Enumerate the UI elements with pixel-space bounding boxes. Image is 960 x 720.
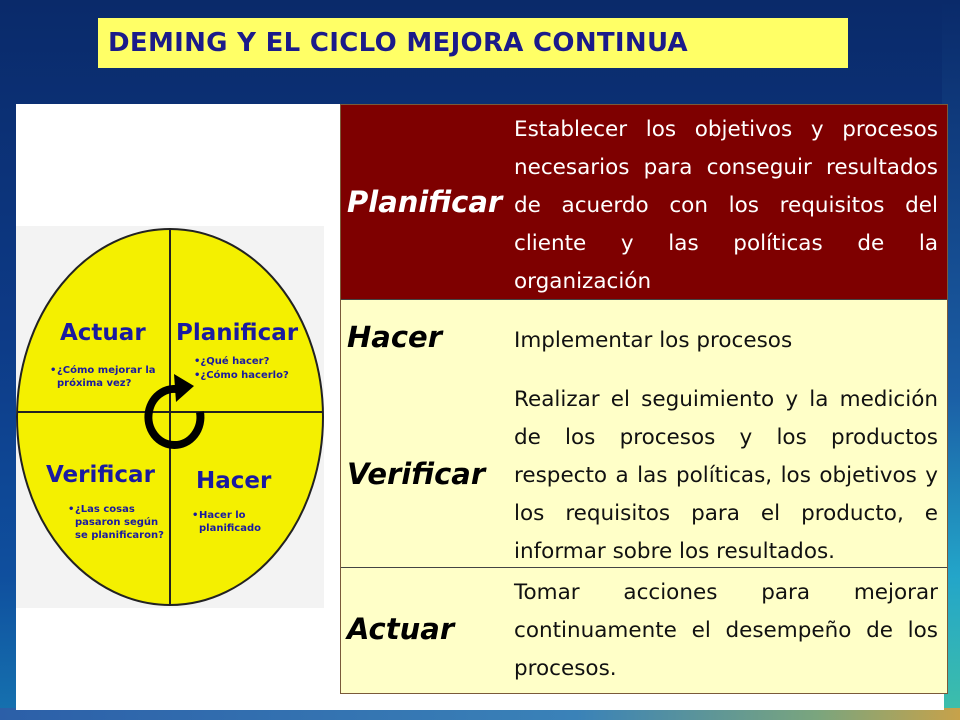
row-label-actuar: Actuar bbox=[347, 612, 455, 646]
quadrant-bullet-verificar-2: pasaron según bbox=[75, 517, 159, 528]
quadrant-bullet-planificar-2: •¿Cómo hacerlo? bbox=[194, 370, 289, 381]
pdca-description-table bbox=[340, 104, 948, 694]
quadrant-bullet-actuar-2: próxima vez? bbox=[57, 378, 132, 389]
slide-content bbox=[16, 104, 944, 710]
row-description-planificar: Establecer los objetivos y procesos necesarios para conseguir resultados de acuerdo con los requisitos del cliente y las políticas de la organización bbox=[514, 117, 938, 294]
row-label-hacer: Hacer bbox=[347, 320, 443, 354]
bullet-dot: • bbox=[68, 504, 75, 515]
bullet-dot: • bbox=[192, 510, 199, 521]
quadrant-title-hacer: Hacer bbox=[196, 468, 272, 494]
table-row-verificar bbox=[341, 371, 947, 567]
quadrant-bullet-actuar-1: ¿Cómo mejorar la bbox=[57, 365, 156, 376]
table-row-planificar bbox=[341, 105, 947, 299]
row-description-actuar: Tomar acciones para mejorar continuamente el desempeño de los procesos. bbox=[514, 580, 938, 681]
quadrant-bullet-hacer-2: planificado bbox=[199, 523, 261, 534]
quadrant-title-actuar: Actuar bbox=[60, 320, 146, 346]
row-description-verificar: Realizar el seguimiento y la medición de los procesos y los productos respecto a las políticas, los objetivos y los requisitos para el producto, e informar sobre los resultados. bbox=[514, 387, 938, 564]
quadrant-title-verificar: Verificar bbox=[46, 462, 155, 488]
table-row-actuar bbox=[341, 568, 947, 692]
pdca-circle bbox=[16, 226, 324, 608]
row-label-verificar: Verificar bbox=[347, 457, 486, 491]
row-label-planificar: Planificar bbox=[347, 185, 503, 219]
pdca-cycle-diagram bbox=[16, 226, 324, 608]
title-banner bbox=[98, 18, 848, 68]
quadrant-bullet-verificar-1: ¿Las cosas bbox=[75, 504, 135, 515]
table-row-hacer bbox=[341, 300, 947, 368]
page-title: DEMING Y EL CICLO MEJORA CONTINUA bbox=[108, 28, 688, 58]
quadrant-bullet-verificar-3: se planificaron? bbox=[75, 530, 164, 541]
quadrant-title-planificar: Planificar bbox=[176, 320, 299, 346]
bullet-dot: • bbox=[50, 365, 57, 376]
quadrant-bullet-planificar-1: •¿Qué hacer? bbox=[194, 356, 270, 367]
quadrant-bullet-hacer-1: Hacer lo bbox=[199, 510, 246, 521]
row-description-hacer: Implementar los procesos bbox=[514, 328, 793, 353]
